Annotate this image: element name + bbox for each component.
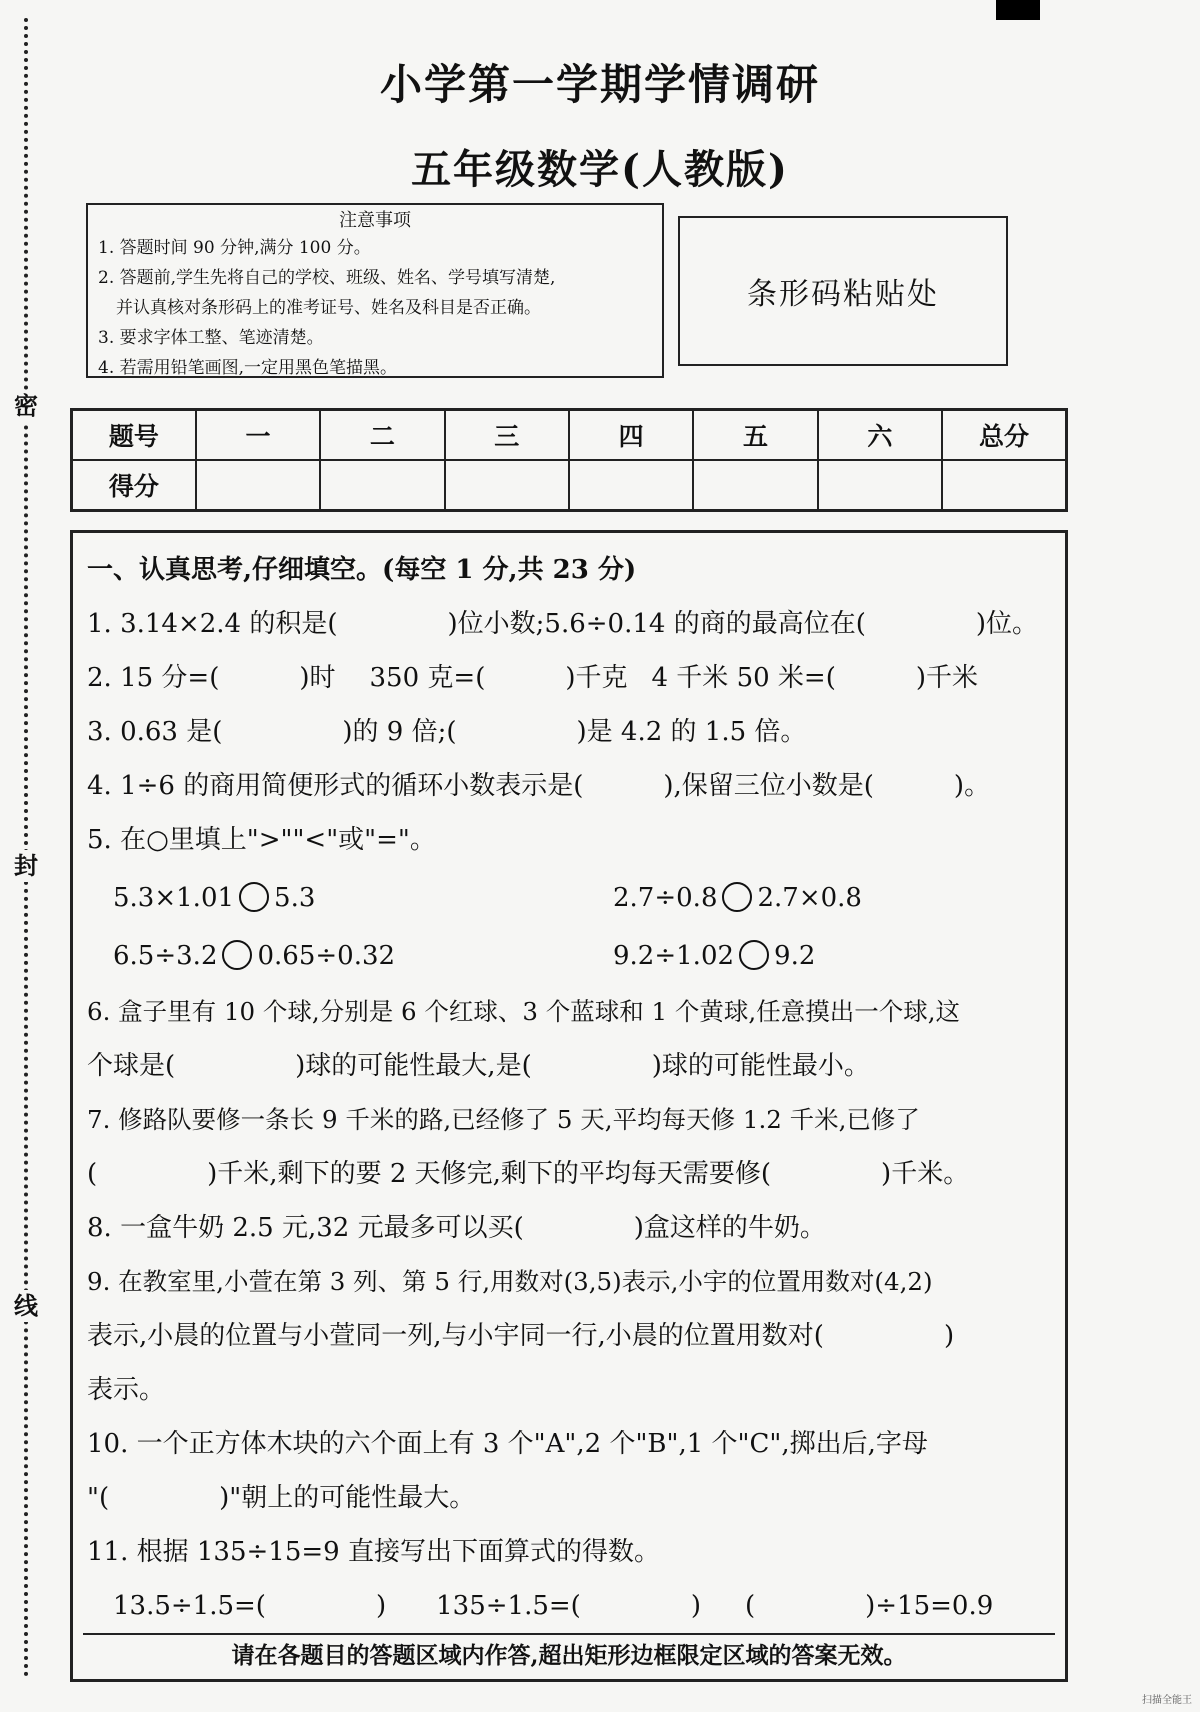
q6-text-a: 个球是( — [87, 1051, 176, 1081]
question-10-line-1: 10. 一个正方体木块的六个面上有 3 个"A",2 个"B",1 个"C",掷出后,字母 — [87, 1429, 928, 1459]
corner-mark — [996, 0, 1040, 20]
score-header-cell: 三 — [445, 410, 569, 461]
footer-divider — [83, 1633, 1055, 1635]
comparison-item — [113, 881, 315, 915]
comparison-left: 5.3×1.01 — [113, 883, 235, 913]
question-7-line-2 — [87, 1157, 969, 1191]
q8-text-a: 8. 一盒牛奶 2.5 元,32 元最多可以买( — [87, 1213, 524, 1243]
notice-item: 并认真核对条形码上的准考证号、姓名及科目是否正确。 — [116, 298, 541, 318]
score-table-score-row — [72, 460, 1067, 511]
question-6-line-1: 6. 盒子里有 10 个球,分别是 6 个红球、3 个蓝球和 1 个黄球,任意摸出一个球,这 — [87, 997, 960, 1026]
question-11-items — [113, 1589, 993, 1623]
barcode-label: 条形码粘贴处 — [747, 277, 939, 312]
notice-item: 4. 若需用铅笔画图,一定用黑色笔描黑。 — [98, 358, 398, 378]
score-cell[interactable] — [320, 460, 444, 511]
comparison-right: 2.7×0.8 — [757, 883, 862, 913]
barcode-area — [678, 216, 1008, 366]
q11-text-e: ( — [744, 1591, 756, 1621]
binding-mark-xian: 线 — [14, 1291, 38, 1320]
q2-text-c: 350 克=( — [369, 663, 486, 693]
comparison-item — [113, 939, 395, 973]
comparison-left: 2.7÷0.8 — [613, 883, 718, 913]
comparison-item — [613, 939, 815, 973]
score-table-header-row — [72, 410, 1067, 461]
notice-title: 注意事项 — [339, 210, 411, 231]
question-7-line-1: 7. 修路队要修一条长 9 千米的路,已经修了 5 天,平均每天修 1.2 千米,已修了 — [87, 1105, 920, 1134]
score-header-cell: 一 — [196, 410, 320, 461]
question-8 — [87, 1211, 826, 1245]
answer-area — [70, 530, 1068, 1682]
score-header-cell: 六 — [818, 410, 942, 461]
q1-text-b: )位小数;5.6÷0.14 的商的最高位在( — [447, 609, 866, 639]
comparison-right: 0.65÷0.32 — [257, 941, 396, 971]
score-cell[interactable] — [693, 460, 817, 511]
score-header-cell: 四 — [569, 410, 693, 461]
score-table — [70, 408, 1068, 512]
score-cell[interactable] — [942, 460, 1066, 511]
q2-text-f: )千米 — [915, 663, 979, 693]
question-10-line-2 — [87, 1481, 475, 1515]
q2-text-e: 4 千米 50 米=( — [651, 663, 836, 693]
q10-text-a: "( — [87, 1483, 110, 1513]
question-9-line-2 — [87, 1319, 954, 1353]
notice-item: 3. 要求字体工整、笔迹清楚。 — [98, 328, 324, 348]
score-row-label: 得分 — [72, 460, 196, 511]
comparison-left: 6.5÷3.2 — [113, 941, 218, 971]
comparison-right: 9.2 — [774, 941, 816, 971]
question-2 — [87, 661, 978, 695]
q10-text-b: )"朝上的可能性最大。 — [219, 1483, 476, 1513]
notice-item: 2. 答题前,学生先将自己的学校、班级、姓名、学号填写清楚, — [98, 268, 556, 288]
score-header-cell: 二 — [320, 410, 444, 461]
q7-text-c: )千米。 — [881, 1159, 970, 1189]
footer-note: 请在各题目的答题区域内作答,超出矩形边框限定区域的答案无效。 — [231, 1642, 907, 1669]
notice-box — [86, 203, 664, 378]
comparison-circle[interactable] — [239, 882, 269, 912]
q7-text-b: )千米,剩下的要 2 天修完,剩下的平均每天需要修( — [207, 1159, 772, 1189]
question-6-line-2 — [87, 1049, 870, 1083]
comparison-left: 9.2÷1.02 — [613, 941, 735, 971]
comparison-circle[interactable] — [222, 940, 252, 970]
q11-text-b: ) — [375, 1591, 387, 1621]
score-cell[interactable] — [445, 460, 569, 511]
q4-text-b: ),保留三位小数是( — [663, 771, 874, 801]
comparison-item — [613, 881, 862, 915]
question-11: 11. 根据 135÷15=9 直接写出下面算式的得数。 — [87, 1537, 660, 1567]
score-cell[interactable] — [569, 460, 693, 511]
question-3 — [87, 715, 806, 749]
q8-text-b: )盒这样的牛奶。 — [633, 1213, 826, 1243]
q2-text-b: )时 — [299, 663, 336, 693]
q6-text-c: )球的可能性最小。 — [651, 1051, 870, 1081]
score-header-cell: 题号 — [72, 410, 196, 461]
score-cell[interactable] — [818, 460, 942, 511]
score-header-cell: 总分 — [942, 410, 1066, 461]
section-heading: 一、认真思考,仔细填空。(每空 1 分,共 23 分) — [87, 555, 637, 585]
q1-text-c: )位。 — [975, 609, 1039, 639]
q7-text-a: ( — [87, 1159, 98, 1189]
comparison-right: 5.3 — [274, 883, 316, 913]
q11-text-c: 135÷1.5=( — [436, 1591, 581, 1621]
page-title: 小学第一学期学情调研 — [379, 60, 820, 109]
q1-text-a: 1. 3.14×2.4 的积是( — [87, 609, 338, 639]
comparison-circle[interactable] — [722, 882, 752, 912]
page-subtitle: 五年级数学(人教版) — [411, 146, 789, 193]
q9-text-b: ) — [943, 1321, 955, 1351]
binding-mark-feng: 封 — [14, 851, 38, 880]
q3-text-a: 3. 0.63 是( — [87, 717, 223, 747]
q4-text-a: 4. 1÷6 的商用简便形式的循环小数表示是( — [87, 771, 584, 801]
scanner-watermark: 扫描全能王 — [1142, 1695, 1192, 1706]
q11-text-a: 13.5÷1.5=( — [113, 1591, 266, 1621]
q2-text-a: 2. 15 分=( — [87, 663, 220, 693]
q3-text-b: )的 9 倍;( — [342, 717, 457, 747]
comparison-circle[interactable] — [739, 940, 769, 970]
question-5: 5. 在○里填上">""<"或"="。 — [87, 825, 436, 855]
q3-text-c: )是 4.2 的 1.5 倍。 — [576, 717, 807, 747]
question-9-line-1: 9. 在教室里,小萱在第 3 列、第 5 行,用数对(3,5)表示,小宇的位置用数对(4,2) — [87, 1267, 933, 1296]
q2-text-d: )千克 — [565, 663, 628, 693]
question-9-line-3: 表示。 — [87, 1375, 166, 1405]
question-4 — [87, 769, 990, 803]
binding-mark-mi: 密 — [14, 391, 38, 420]
q4-text-c: )。 — [953, 771, 991, 801]
question-1 — [87, 607, 1038, 641]
q6-text-b: )球的可能性最大,是( — [295, 1051, 532, 1081]
q11-text-d: ) — [690, 1591, 701, 1621]
score-cell[interactable] — [196, 460, 320, 511]
score-header-cell: 五 — [693, 410, 817, 461]
q11-text-f: )÷15=0.9 — [865, 1591, 994, 1621]
q9-text-a: 表示,小晨的位置与小萱同一列,与小宇同一行,小晨的位置用数对( — [87, 1321, 824, 1351]
notice-item: 1. 答题时间 90 分钟,满分 100 分。 — [98, 238, 371, 258]
binding-dotted-line — [24, 18, 28, 1678]
